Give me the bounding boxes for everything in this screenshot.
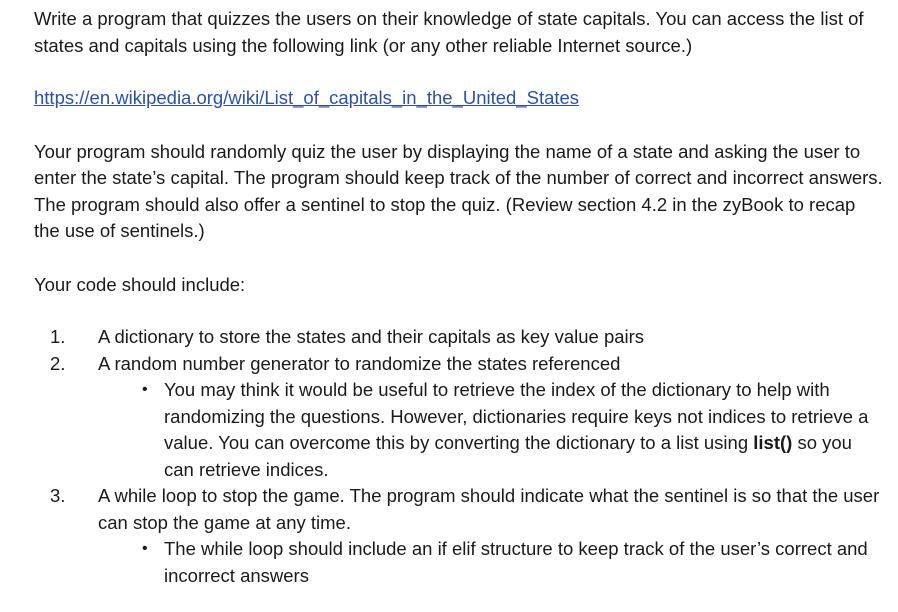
requirements-list <box>34 324 884 589</box>
sub-list-item <box>98 536 884 589</box>
list-number: 2. <box>50 352 66 374</box>
list-item <box>34 324 884 351</box>
list-item-text: A while loop to stop the game. The program should indicate what the sentinel is so that the user can stop the game at any time. <box>98 485 880 533</box>
code-list-function: list() <box>753 432 793 453</box>
list-number: 3. <box>50 485 66 506</box>
instructions-paragraph: Your program should randomly quiz the user by displaying the name of a state and asking the user to enter the state’s capital. The program should keep track of the number of correct and incorrect answers. The program should also offer a sentinel to stop the quiz. (Review section 4.2 in the zyBook to recap the use of sentinels.) <box>34 140 883 241</box>
bullet-icon: • <box>142 540 148 557</box>
sub-item-text-after: so you can retrieve indices. <box>164 432 852 480</box>
sub-list <box>98 536 884 589</box>
document-body <box>34 6 884 589</box>
sub-list <box>98 377 884 483</box>
list-item-text: A dictionary to store the states and their capitals as key value pairs <box>98 326 645 347</box>
list-number: 1. <box>50 326 66 347</box>
intro-paragraph: Write a program that quizzes the users on their knowledge of state capitals. You can access the list of states and capitals using the following link (or any other reliable Internet source.) <box>34 8 864 56</box>
list-item <box>34 483 884 589</box>
sub-item-text: The while loop should include an if elif structure to keep track of the user’s correct and incorrect answers <box>164 538 868 586</box>
list-item <box>34 351 884 484</box>
bullet-icon: • <box>142 381 148 398</box>
wikipedia-link[interactable]: https://en.wikipedia.org/wiki/List_of_capitals_in_the_United_States <box>34 87 580 108</box>
list-item-text: A random number generator to randomize the states referenced <box>98 352 621 374</box>
sub-list-item <box>98 377 884 483</box>
sub-item-text-before: You may think it would be useful to retrieve the index of the dictionary to help with randomizing the questions. However, dictionaries require keys not indices to retrieve a value. You can overcome this by converting the dictionary to a list using <box>164 379 869 453</box>
requirements-heading: Your code should include: <box>34 273 246 295</box>
